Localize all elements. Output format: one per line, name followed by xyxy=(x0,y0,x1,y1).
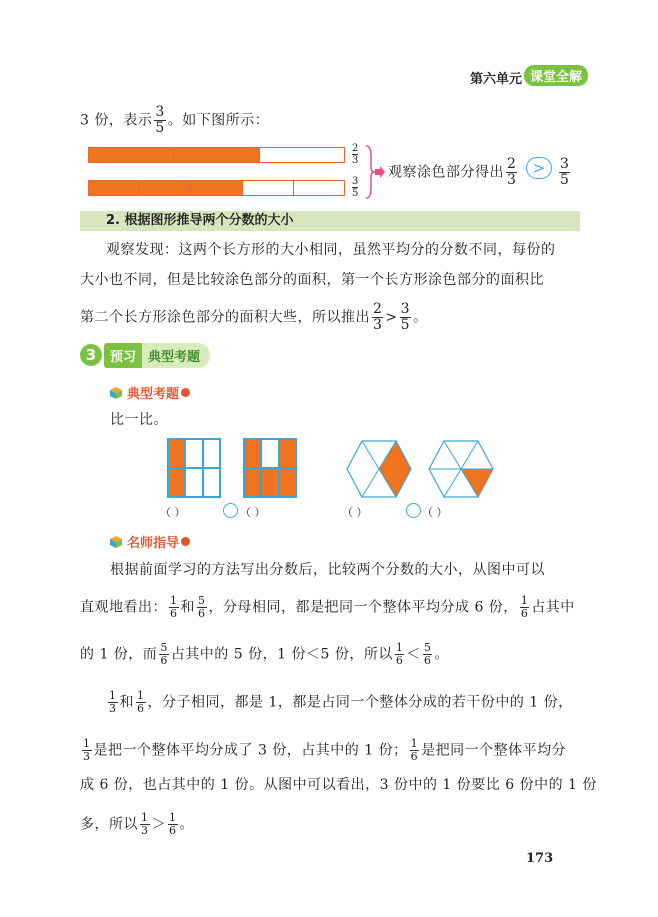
greater-than-bubble: > xyxy=(526,157,552,179)
para-line-2: 大小也不同，但是比较涂色部分的面积，第一个长方形涂色部分的面积比 xyxy=(80,272,544,288)
guide-line-2: 直观地看出： $\frac{1}{6}$ 和 $\frac{5}{6}$ ，分母相同，都是把同一个整体平均分成 6 份， $\frac{1}{6}$ 占其中 xyxy=(80,594,575,620)
guide-line-4: $\frac{1}{3}$ 和 $\frac{1}{6}$ ，分子相同，都是 1，都是占同一个整体分成的若干份中的 1 份， xyxy=(109,689,573,715)
answer-blank[interactable]: （ ） xyxy=(422,506,448,519)
cube-icon xyxy=(110,387,122,399)
answer-blank[interactable]: （ ） xyxy=(240,506,266,519)
answer-blank[interactable]: （ ） xyxy=(160,506,186,519)
compare-circle[interactable] xyxy=(223,503,238,518)
para-line-3: 第二个长方形涂色部分的面积大些，所以推出 $\frac{2}{3}$ > $\frac{3}{5}$ 。 xyxy=(80,301,428,333)
dot-icon xyxy=(181,537,190,546)
bar-three-fifths xyxy=(88,180,345,196)
guide-title: 名师指导 xyxy=(110,532,190,551)
section-badge: 课堂全解 xyxy=(524,65,588,86)
guide-line-6: 成 6 份，也占其中的 1 份。从图中可以看出，3 份中的 1 份要比 6 份中的 1 份 xyxy=(80,777,597,793)
compare-circle[interactable] xyxy=(406,503,421,518)
typical-body: 比一比。 xyxy=(110,412,168,428)
intro-line: 3 份，表示 $\frac{3}{5}$ 。如下图所示： xyxy=(80,104,270,136)
grid-figure-2 xyxy=(243,438,297,498)
page-number: 173 xyxy=(526,851,554,866)
unit-header: 第六单元 xyxy=(470,72,523,87)
hexagon-figure-2 xyxy=(428,440,494,498)
answer-blank[interactable]: （ ） xyxy=(342,506,368,519)
tab-preview: 预习 xyxy=(104,343,142,368)
para-line-1: 观察发现：这两个长方形的大小相同，虽然平均分的分数不同，每份的 xyxy=(106,242,556,258)
guide-line-5: $\frac{1}{3}$ 是把一个整体平均分成了 3 份，占其中的 1 份； $\frac{1}{6}$ 是把同一个整体平均分 xyxy=(83,737,567,763)
tab-typical: 典型考题 xyxy=(142,343,210,368)
result-right: $\frac{3}{5}$ xyxy=(560,156,570,188)
hexagon-figure-1 xyxy=(346,440,412,498)
bar1-label: $\frac{2}{3}$ xyxy=(352,143,359,166)
grid-figure-1 xyxy=(167,438,221,498)
preview-tab xyxy=(80,343,210,367)
brace-arrow-icon xyxy=(364,144,386,200)
guide-line-1: 根据前面学习的方法写出分数后，比较两个分数的大小，从图中可以 xyxy=(110,562,545,578)
cube-icon xyxy=(110,536,122,548)
guide-line-7: 多，所以 $\frac{1}{3}$ ＞ $\frac{1}{6}$ 。 xyxy=(80,811,194,837)
bar-two-thirds xyxy=(88,147,345,163)
typical-title: 典型考题 xyxy=(110,383,190,402)
step-number: 3 xyxy=(80,344,102,366)
guide-line-3: 的 1 份，而 $\frac{5}{6}$ 占其中的 5 份，1 份＜5 份，所以 $\frac{1}{6}$ ＜ $\frac{5}{6}$ 。 xyxy=(80,641,449,667)
dot-icon xyxy=(181,388,190,397)
bar2-label: $\frac{3}{5}$ xyxy=(352,176,359,199)
section-title: 2. 根据图形推导两个分数的大小 xyxy=(80,211,580,231)
observe-text: 观察涂色部分得出 $\frac{2}{3}$ xyxy=(388,156,517,188)
